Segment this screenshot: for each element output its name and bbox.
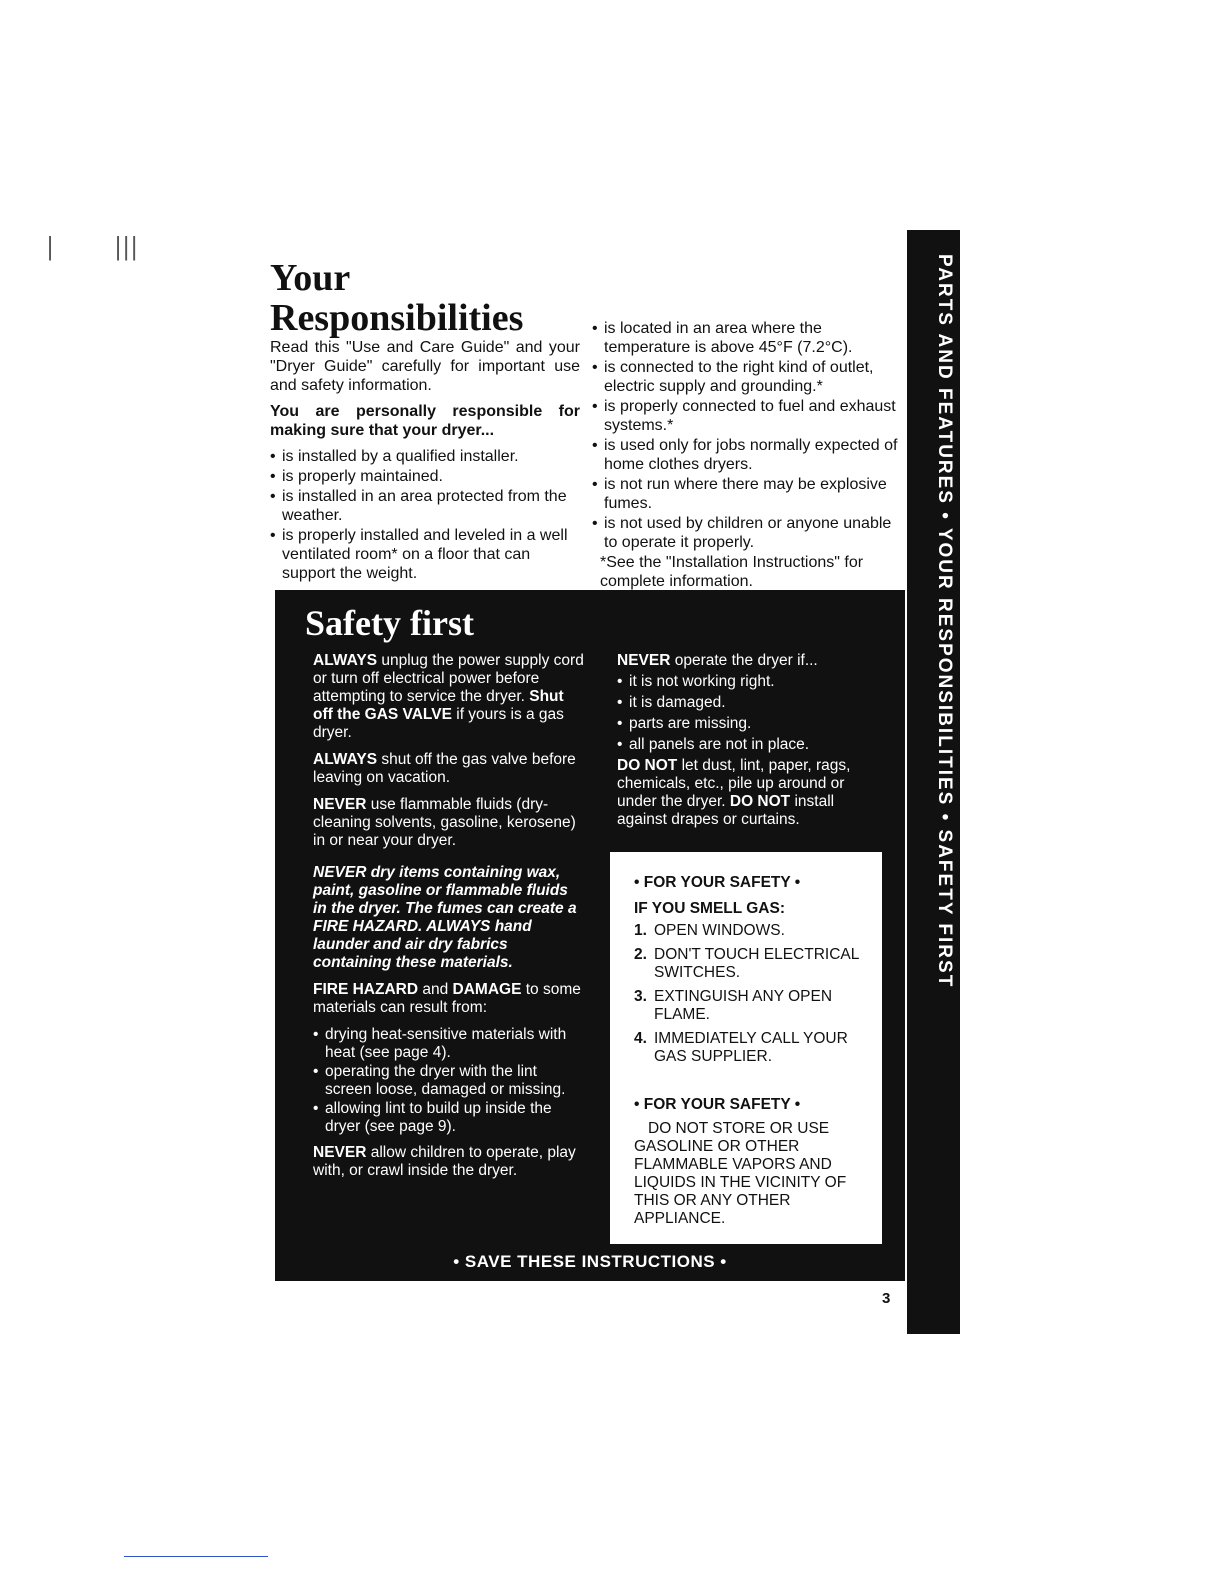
list-item: • all panels are not in place. <box>617 736 887 754</box>
text: to some materials can result from: <box>313 981 581 1016</box>
emphasis: NEVER <box>617 652 671 669</box>
gas-safety-header: • FOR YOUR SAFETY • <box>634 1096 801 1113</box>
text: let dust, lint, paper, rags, chemicals, etc., pile up around or under the dryer. <box>617 757 851 810</box>
safety-paragraph <box>617 757 887 829</box>
list-item: • is located in an area where the temperature is above 45°F (7.2°C). <box>592 319 902 357</box>
text: use flammable fluids (dry-cleaning solvents, gasoline, kerosene) in or near your dryer. <box>313 796 576 849</box>
responsibility-list <box>270 447 580 583</box>
intro-paragraph: Read this "Use and Care Guide" and your "Dryer Guide" carefully for important use and safety information. <box>270 339 580 394</box>
emphasis: NEVER <box>313 796 367 813</box>
text: unplug the power supply cord or turn off electrical power before attempting to service the dryer. <box>313 652 584 705</box>
responsibility-list <box>592 319 902 552</box>
safety-paragraph <box>313 981 585 1017</box>
text: install against drapes or curtains. <box>617 793 835 828</box>
safety-paragraph <box>313 751 585 787</box>
step-text: EXTINGUISH ANY OPEN FLAME. <box>654 988 833 1023</box>
list-item: • is installed in an area protected from the weather. <box>270 487 580 525</box>
page-number: 3 <box>882 1290 891 1307</box>
step-number: 2. <box>634 946 647 963</box>
footnote: *See the "Installation Instructions" for complete information. <box>600 554 864 590</box>
gas-smell-heading: IF YOU SMELL GAS: <box>634 900 785 917</box>
text: allow children to operate, play with, or crawl inside the dryer. <box>313 1144 576 1179</box>
list-item <box>634 988 882 1024</box>
list-item: • it is damaged. <box>617 694 887 712</box>
emphasis: Shut off the GAS VALVE <box>313 688 564 723</box>
gas-steps-list <box>610 922 882 1066</box>
hazard-list <box>313 1026 585 1136</box>
sidebar-label: PARTS AND FEATURES • YOUR RESPONSIBILITIES • SAFETY FIRST <box>934 254 955 989</box>
safety-paragraph <box>313 796 585 850</box>
fire-hazard-warning <box>313 864 585 972</box>
list-item: • is not used by children or anyone unable to operate it properly. <box>592 514 902 552</box>
warning-line: GASOLINE OR OTHER FLAMMABLE VAPORS AND LIQUIDS IN THE VICINITY OF THIS OR ANY OTHER APPLIANCE. <box>634 1138 847 1227</box>
gas-storage-warning <box>634 1120 872 1228</box>
list-item: • drying heat-sensitive materials with heat (see page 4). <box>313 1026 585 1062</box>
emphasis: FIRE HAZARD <box>313 981 419 998</box>
safety-left-column <box>313 652 585 1189</box>
list-item: • is used only for jobs normally expected of home clothes dryers. <box>592 436 902 474</box>
safety-paragraph <box>617 652 887 670</box>
list-item: • operating the dryer with the lint screen loose, damaged or missing. <box>313 1063 585 1099</box>
emphasis: DAMAGE <box>452 981 522 998</box>
list-item: • allowing lint to build up inside the dryer (see page 9). <box>313 1100 585 1136</box>
emphasis: DO NOT <box>617 757 678 774</box>
text: dry items containing wax, paint, gasoline or flammable fluids in the dryer. The fumes can create a FIRE HAZARD. ALWAYS hand launder and air dry fabrics containing these materials. <box>313 864 577 971</box>
section-sidebar-tab <box>907 230 960 1334</box>
responsibilities-left-column <box>270 338 580 584</box>
step-number: 1. <box>634 922 647 939</box>
warning-line: DO NOT STORE OR USE <box>648 1120 830 1137</box>
list-item: • is installed by a qualified installer. <box>270 447 580 466</box>
text: if yours is a gas dryer. <box>313 706 564 741</box>
safety-title: Safety first <box>305 603 474 643</box>
step-text: DON'T TOUCH ELECTRICAL SWITCHES. <box>654 946 859 981</box>
text: operate the dryer if... <box>670 652 818 669</box>
safety-paragraph <box>313 652 585 742</box>
operate-conditions-list <box>617 673 887 754</box>
list-item: • is properly installed and leveled in a well ventilated room* on a floor that can support the weight. <box>270 526 580 583</box>
responsibilities-right-column <box>592 319 902 591</box>
list-item: • is properly maintained. <box>270 467 580 486</box>
page-title <box>270 258 590 338</box>
list-item <box>634 1030 882 1066</box>
list-item: • it is not working right. <box>617 673 887 691</box>
step-text: OPEN WINDOWS. <box>654 922 785 939</box>
text: shut off the gas valve before leaving on vacation. <box>313 751 576 786</box>
emphasis: ALWAYS <box>313 751 378 768</box>
list-item <box>634 922 882 940</box>
save-instructions-banner: • SAVE THESE INSTRUCTIONS • <box>453 1252 727 1271</box>
step-number: 3. <box>634 988 647 1005</box>
title-line: Your <box>270 257 351 299</box>
safety-right-column <box>617 652 887 832</box>
gas-safety-header: • FOR YOUR SAFETY • <box>634 874 801 891</box>
lead-paragraph: You are personally responsible for making sure that your dryer... <box>270 403 580 439</box>
safety-paragraph <box>313 1144 585 1180</box>
list-item: • parts are missing. <box>617 715 887 733</box>
emphasis: DO NOT <box>729 793 791 810</box>
emphasis: NEVER <box>313 1144 367 1161</box>
list-item <box>634 946 882 982</box>
emphasis: NEVER <box>313 864 367 881</box>
step-text: IMMEDIATELY CALL YOUR GAS SUPPLIER. <box>654 1030 848 1065</box>
list-item: • is not run where there may be explosive fumes. <box>592 475 902 513</box>
safety-first-panel <box>275 590 905 1281</box>
margin-mark: | <box>46 233 55 261</box>
title-line: Responsibilities <box>270 297 524 339</box>
step-number: 4. <box>634 1030 647 1047</box>
gas-safety-box <box>610 852 882 1244</box>
list-item: • is properly connected to fuel and exhaust systems.* <box>592 397 902 435</box>
margin-mark: ||| <box>114 233 139 261</box>
emphasis: ALWAYS <box>313 652 378 669</box>
text: and <box>418 981 453 998</box>
footer-rule <box>124 1556 268 1557</box>
list-item: • is connected to the right kind of outlet, electric supply and grounding.* <box>592 358 902 396</box>
